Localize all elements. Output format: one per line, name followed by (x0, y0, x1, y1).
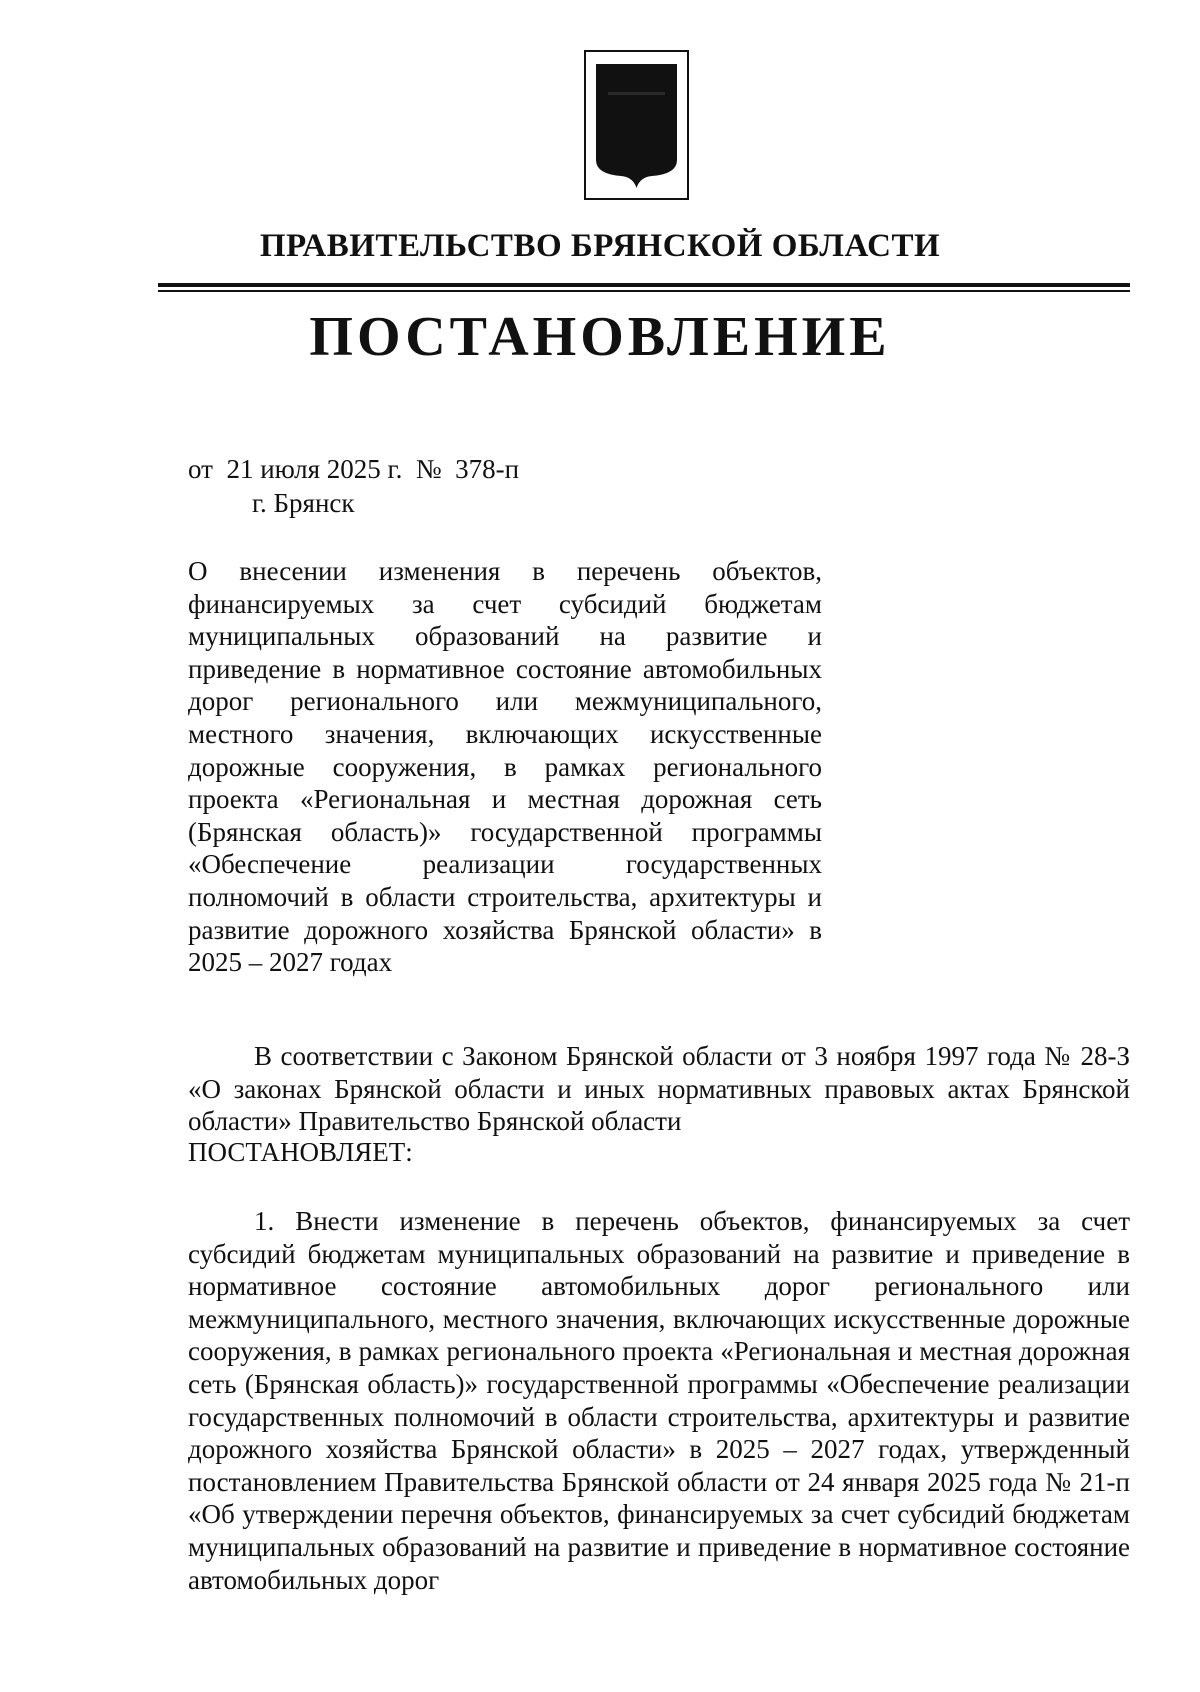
preamble-paragraph: В соответствии с Законом Брянской области от 3 ноября 1997 года № 28-З «О законах Брянской области и иных нормативных правовых актах Брянской области» Правительство Брянской области (188, 1041, 1130, 1137)
header-divider-thick (158, 283, 1130, 287)
document-type-heading: ПОСТАНОВЛЕНИЕ (309, 306, 891, 368)
document-subject: О внесении изменения в перечень объектов, финансируемых за счет субсидий бюджетам муниципальных образований на развитие и приведение в нормативное состояние автомобильных дорог регионального или межмуниципального, местного значения, включающих искусственные дорожные сооружения, в рамках регионального проекта «Региональная и местная дорожная сеть (Брянская область)» государственной программы «Обеспечение реализации государственных полномочий в области строительства, архитектуры и развитие дорожного хозяйства Брянской области» в 2025 – 2027 годах (188, 556, 822, 978)
coat-of-arms-icon (584, 50, 689, 200)
city: г. Брянск (252, 488, 355, 518)
decree-word: ПОСТАНОВЛЯЕТ: (188, 1137, 413, 1167)
organization-title: ПРАВИТЕЛЬСТВО БРЯНСКОЙ ОБЛАСТИ (259, 228, 941, 264)
item-1-paragraph: 1. Внести изменение в перечень объектов, финансируемых за счет субсидий бюджетам муниципальных образований на развитие и приведение в нормативное состояние автомобильных дорог регионального или межмуниципального, местного значения, включающих искусственные дорожные сооружения, в рамках регионального проекта «Региональная и местная дорожная сеть (Брянская область)» государственной программы «Обеспечение реализации государственных полномочий в области строительства, архитектуры и развитие дорожного хозяйства Брянской области» в 2025 – 2027 годах, утвержденный постановлением Правительства Брянской области от 24 января 2025 года № 21-п «Об утверждении перечня объектов, финансируемых за счет субсидий бюджетам муниципальных образований на развитие и приведение в нормативное состояние автомобильных дорог (188, 1206, 1130, 1595)
emblem-shield (594, 62, 679, 190)
header-divider-thin (158, 290, 1130, 292)
date-and-number: от 21 июля 2025 г. № 378-п (188, 454, 520, 484)
